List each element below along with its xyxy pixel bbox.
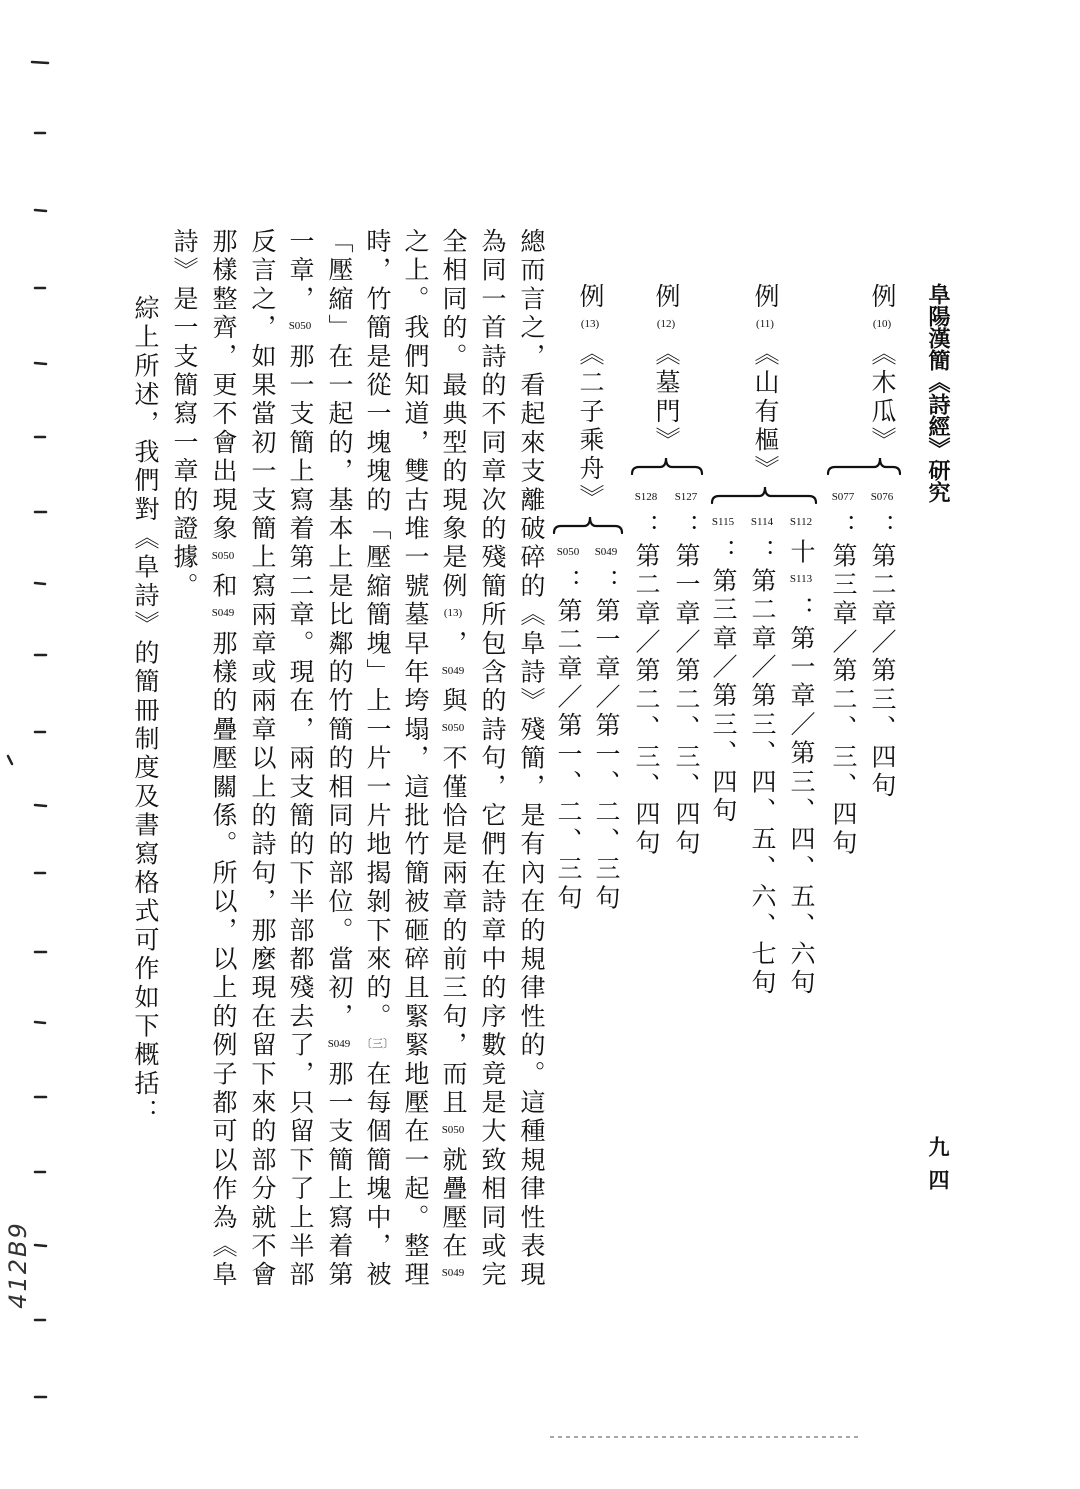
colon: ： — [829, 513, 858, 543]
entry-text: 第一章／第一、二、三句 — [592, 597, 621, 914]
slip-id: S115 — [711, 516, 735, 528]
poem-title: 《山有樞》 — [751, 340, 780, 484]
colon: ： — [709, 538, 738, 568]
body-line-8 — [246, 228, 278, 1290]
colon: ： — [592, 568, 621, 598]
bracket-example-12 — [632, 458, 702, 474]
slip-id: S112 — [789, 516, 813, 528]
example-number: (10) — [872, 317, 892, 330]
entry-text: 第二章／第二、三、四句 — [632, 542, 661, 859]
slip-id: S050 — [441, 1123, 465, 1136]
bracket-example-10 — [828, 458, 900, 474]
slip-id: S127 — [674, 491, 698, 503]
body-text: 那一支簡上寫着第二章。現在，兩支簡的下半部都殘去了，只留下了上半部 — [286, 342, 315, 1290]
example-13-entry-s049 — [590, 540, 622, 913]
body-text: 詩》是一支簡寫一章的證據。 — [170, 228, 199, 602]
colon: ： — [632, 513, 661, 543]
body-line-10 — [168, 228, 200, 601]
example-10-entry-s077 — [827, 485, 859, 858]
handwritten-margin-note: 412B9 — [4, 1221, 32, 1309]
body-line-11 — [129, 295, 161, 1127]
book-title: 阜陽漢簡《詩經》研究 — [925, 283, 951, 503]
body-text: 那樣整齊，更不會出現象 — [209, 228, 238, 544]
body-line-9 — [207, 228, 239, 1290]
slip-id: S076 — [870, 491, 894, 503]
body-text: 之上。我們知道，雙古堆一號墓早年垮塌，這批竹簡被砸碎且緊緊地壓在一起。整理 — [401, 228, 430, 1290]
entry-text: 第三章／第二、三、四句 — [829, 542, 858, 859]
body-line-6 — [323, 228, 355, 1290]
slip-id: S114 — [750, 516, 774, 528]
example-label: 例 — [868, 283, 897, 312]
body-text: 那樣的疊壓關係。所以，以上的例子都可以作為《阜 — [209, 629, 238, 1290]
body-text: 在每個簡塊中，被 — [363, 1060, 392, 1290]
poem-title: 《二子乘舟》 — [576, 340, 605, 513]
example-10-heading — [866, 283, 898, 455]
entry-text: 第二章／第一、二、三句 — [554, 597, 583, 914]
example-10-entry-s076 — [866, 485, 898, 801]
example-number: (13) — [580, 317, 600, 330]
example-reference: (13) — [443, 607, 463, 620]
example-13-heading — [574, 283, 606, 513]
body-text: 「壓縮」在一起的，基本上是比鄰的竹簡的相同的部位。當初， — [325, 228, 354, 1032]
page-number: 九四 — [926, 1136, 951, 1202]
slip-id: S050 — [556, 546, 580, 558]
slip-id: S113 — [789, 573, 813, 586]
body-text: 時，竹簡是從一塊塊的「壓縮簡塊」上一片一片地揭剝下來的。 — [363, 228, 392, 1032]
example-11-entry-s112 — [785, 510, 817, 998]
body-text: 不僅恰是兩章的前三句，而且 — [439, 744, 468, 1118]
example-11-heading — [749, 283, 781, 484]
example-11-entry-s114 — [746, 510, 778, 998]
colon: ： — [672, 513, 701, 543]
poem-title: 《墓門》 — [652, 340, 681, 456]
body-text: 和 — [209, 572, 238, 602]
body-line-3 — [437, 228, 469, 1290]
margin-scan-marks — [8, 62, 48, 1397]
slip-id: S077 — [831, 491, 855, 503]
entry-text: 第三章／第三、四句 — [709, 567, 738, 826]
bracket-example-13 — [554, 517, 622, 533]
running-header — [922, 283, 954, 503]
body-line-1 — [515, 228, 547, 1290]
slip-id: S050 — [288, 320, 312, 333]
body-line-4 — [399, 228, 431, 1290]
example-label: 例 — [576, 283, 605, 312]
body-line-7 — [284, 228, 316, 1290]
example-13-entry-s050 — [552, 540, 584, 913]
example-label: 例 — [751, 283, 780, 312]
body-text: 為同一首詩的不同章次的殘簡所包含的詩句，它們在詩章中的序數竟是大致相同或完 — [478, 228, 507, 1290]
bracket-example-11 — [712, 487, 816, 503]
body-text: 反言之，如果當初一支簡上寫兩章或兩章以上的詩句，那麼現在留下來的部分就不會 — [248, 228, 277, 1290]
colon: ： — [554, 568, 583, 598]
entry-text: 第二章／第三、四句 — [868, 542, 897, 801]
slip-id: S049 — [327, 1037, 351, 1050]
body-text: 總而言之，看起來支離破碎的《阜詩》殘簡，是有內在的規律性的。這種規律性表現 — [517, 228, 546, 1290]
example-12-heading — [650, 283, 682, 455]
entry-text: 第二章／第三、四、五、六、七句 — [748, 567, 777, 998]
example-11-entry-s115 — [707, 510, 739, 826]
example-12-entry-s127 — [670, 485, 702, 858]
entry-text: 第一章／第二、三、四句 — [672, 542, 701, 859]
entry-text: 第一章／第三、四、五、六句 — [787, 624, 816, 998]
body-text: 那一支簡上寫着第 — [325, 1060, 354, 1290]
page-number-column — [922, 1136, 954, 1202]
body-text: 綜上所述，我們對《阜詩》的簡冊制度及書寫格式可作如下概括： — [131, 295, 160, 1128]
body-text: 一章， — [286, 228, 315, 315]
body-line-2 — [476, 228, 508, 1290]
example-label: 例 — [652, 283, 681, 312]
footnote-marker: 〔三〕 — [361, 1037, 394, 1050]
colon: ： — [868, 513, 897, 543]
example-number: (11) — [756, 317, 774, 330]
example-number: (12) — [656, 317, 676, 330]
colon: ： — [787, 596, 816, 625]
slip-id: S049 — [441, 664, 465, 677]
slip-id: S049 — [594, 546, 618, 558]
poem-title: 《木瓜》 — [868, 340, 897, 456]
body-text: ， — [439, 629, 468, 659]
colon: ： — [748, 538, 777, 568]
slip-id: S050 — [441, 721, 465, 734]
slip-id: S128 — [634, 491, 658, 503]
slip-id: S050 — [211, 549, 235, 562]
slip-id: S049 — [441, 1267, 465, 1280]
slip-id: S049 — [211, 607, 235, 620]
example-12-entry-s128 — [630, 485, 662, 858]
body-text: 全相同的。最典型的現象是例 — [439, 228, 468, 602]
body-line-5 — [361, 228, 393, 1290]
body-text: 就疊壓在 — [439, 1146, 468, 1262]
joiner: 十 — [787, 538, 816, 568]
body-text: 與 — [439, 687, 468, 716]
